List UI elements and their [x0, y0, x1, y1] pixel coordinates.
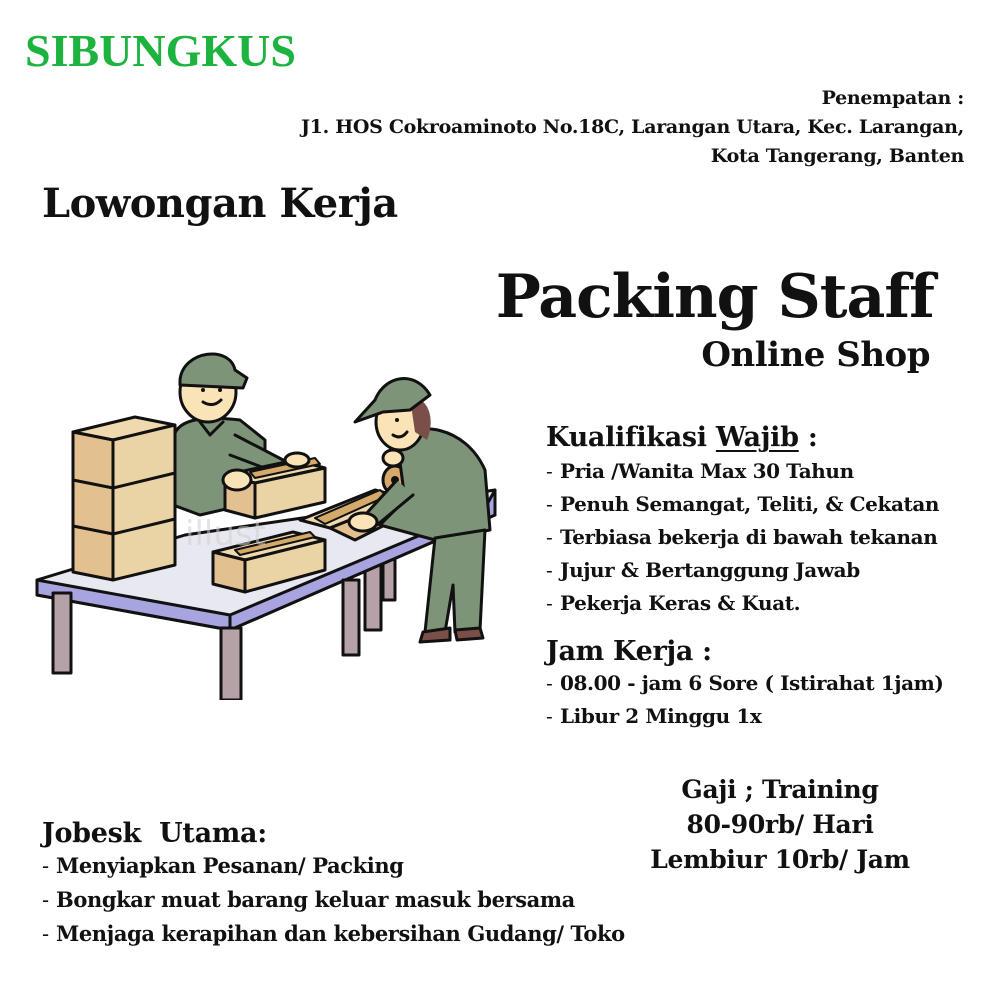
qualification-text: Terbiasa bekerja di bawah tekanan: [560, 525, 938, 549]
placement-label: Penempatan :: [821, 87, 964, 109]
bullet-dash: -: [546, 492, 553, 516]
work-hours-text: 08.00 - jam 6 Sore ( Istirahat 1jam): [560, 671, 944, 695]
qualification-text: Penuh Semangat, Teliti, & Cekatan: [560, 492, 940, 516]
headline: Lowongan Kerja: [42, 180, 398, 227]
bullet-dash: -: [546, 671, 553, 695]
salary-section: [640, 772, 920, 877]
bullet-dash: -: [546, 459, 553, 483]
address-line-2: Kota Tangerang, Banten: [710, 145, 964, 167]
job-description-section: [42, 818, 625, 951]
salary-line-2: 80-90rb/ Hari: [686, 810, 874, 839]
job-description-heading: Jobesk Utama:: [42, 818, 267, 849]
list-item: [546, 488, 939, 521]
bullet-dash: -: [42, 922, 49, 946]
bullet-dash: -: [42, 888, 49, 912]
bullet-dash: -: [546, 704, 553, 728]
bullet-dash: -: [42, 854, 49, 878]
address-line-1: J1. HOS Cokroaminoto No.18C, Larangan Utara, Kec. Larangan,: [300, 116, 964, 138]
svg-text:illust: illust: [185, 514, 266, 554]
job-description-text: Bongkar muat barang keluar masuk bersama: [56, 887, 575, 912]
qualification-text: Pria /Wanita Max 30 Tahun: [560, 459, 854, 483]
qualifications-heading-emphasis: Wajib: [715, 422, 799, 453]
qualifications-heading: [546, 422, 939, 453]
packing-workers-illustration: [25, 340, 510, 700]
position-subtitle: Online Shop: [701, 335, 930, 375]
salary-line-3: Lembiur 10rb/ Jam: [650, 845, 910, 874]
bullet-dash: -: [546, 558, 553, 582]
work-hours-text: Libur 2 Minggu 1x: [560, 704, 762, 728]
list-item: [42, 917, 625, 951]
list-item: [546, 521, 939, 554]
bullet-dash: -: [546, 591, 553, 615]
job-description-text: Menjaga kerapihan dan kebersihan Gudang/ Toko: [56, 921, 625, 946]
list-item: [546, 587, 939, 620]
list-item: [546, 700, 943, 733]
list-item: [42, 883, 625, 917]
work-hours-heading: Jam Kerja :: [546, 636, 712, 667]
list-item: [546, 554, 939, 587]
qualifications-heading-suffix: :: [798, 422, 818, 453]
salary-line-1: Gaji ; Training: [681, 775, 879, 804]
list-item: [546, 667, 943, 700]
qualifications-heading-prefix: Kualifikasi: [546, 422, 716, 453]
position-title: Packing Staff: [495, 262, 934, 332]
job-description-text: Menyiapkan Pesanan/ Packing: [56, 853, 404, 878]
bullet-dash: -: [546, 525, 553, 549]
qualification-text: Jujur & Bertanggung Jawab: [560, 558, 860, 582]
list-item: [546, 455, 939, 488]
list-item: [42, 849, 625, 883]
placement-block: [301, 84, 964, 171]
qualifications-section: [546, 422, 939, 620]
qualification-text: Pekerja Keras & Kuat.: [560, 591, 801, 615]
work-hours-section: [546, 636, 943, 733]
brand-logo-text: SIBUNGKUS: [25, 25, 296, 76]
